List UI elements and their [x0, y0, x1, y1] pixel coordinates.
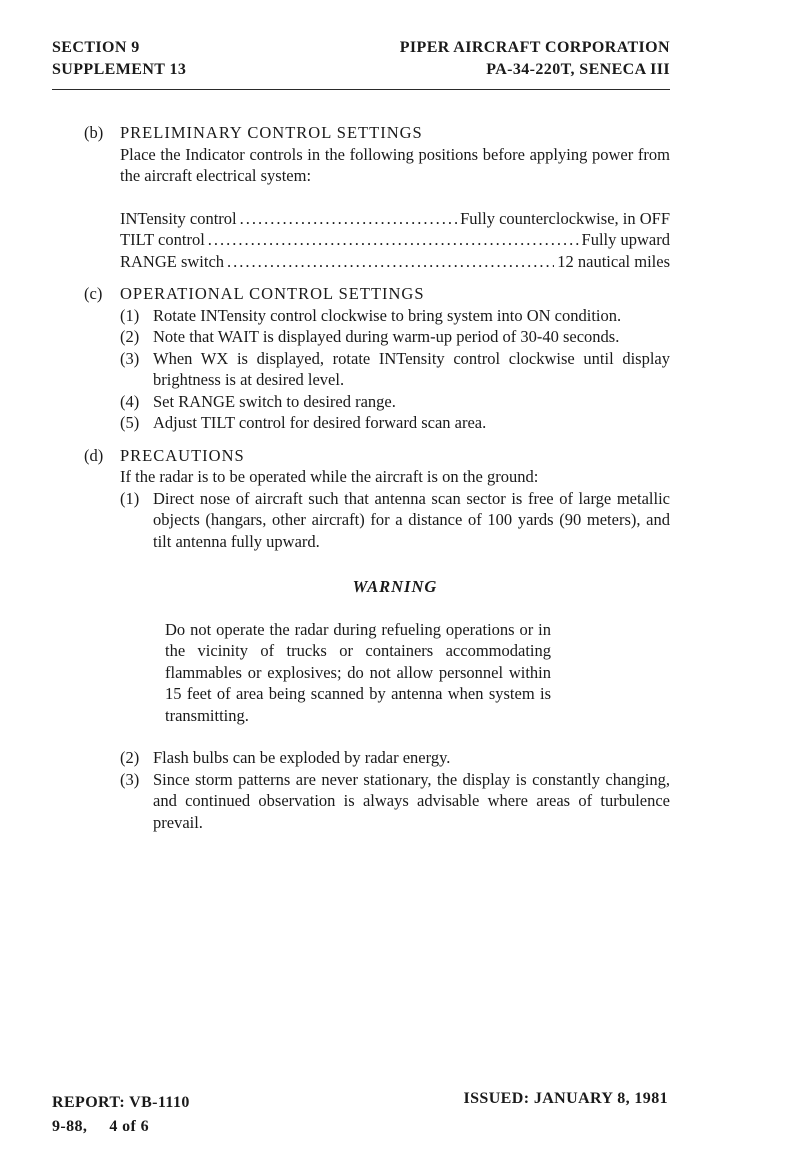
setting-row — [120, 229, 670, 251]
item-text: Direct nose of aircraft such that antenna scan sector is free of large metallic objects (hangars, other aircraft) for a distance of 100 yards (90 meters), and tilt antenna fully upward. — [153, 488, 670, 551]
list-item — [120, 412, 670, 434]
revision-line — [52, 1115, 190, 1139]
dot-leader — [240, 208, 457, 230]
item-text: Adjust TILT control for desired forward scan area. — [153, 413, 487, 432]
item-number: (4) — [120, 391, 140, 411]
item-text: Since storm patterns are never stationary, the display is constantly changing, and continued observation is always advisable where areas of turbulence prevail. — [153, 769, 670, 832]
dot-leader — [227, 251, 554, 273]
section-d-letter: (d) — [84, 445, 104, 465]
section-c — [84, 283, 670, 434]
dot-leader — [208, 229, 579, 251]
item-text: Flash bulbs can be exploded by radar energy. — [153, 748, 451, 767]
section-b-intro: Place the Indicator controls in the following positions before applying power from the aircraft electrical system: — [120, 144, 670, 185]
aircraft-model: PA-34-220T, SENECA III — [486, 61, 670, 78]
setting-value: 12 nautical miles — [557, 251, 670, 271]
header-left — [52, 37, 186, 81]
section-d-intro: If the radar is to be operated while the aircraft is on the ground: — [120, 467, 539, 486]
section-c-letter: (c) — [84, 284, 103, 303]
section-c-title: OPERATIONAL CONTROL SETTINGS — [120, 284, 425, 303]
setting-value: Fully upward — [581, 230, 670, 249]
list-item — [120, 391, 670, 413]
item-text: When WX is displayed, rotate INTensity control clockwise until display brightness is at desired level. — [153, 348, 670, 389]
setting-name: RANGE switch — [120, 251, 225, 271]
settings-list — [120, 208, 670, 273]
warning-title: WARNING — [352, 577, 438, 596]
revision-date: 9-88, — [52, 1118, 88, 1135]
list-item — [120, 769, 670, 834]
header-right — [400, 37, 670, 81]
list-item — [120, 348, 670, 391]
supplement-label: SUPPLEMENT 13 — [52, 61, 187, 78]
setting-row — [120, 251, 670, 273]
setting-name: INTensity control — [120, 208, 237, 228]
item-text: Set RANGE switch to desired range. — [153, 391, 396, 411]
setting-row — [120, 208, 670, 230]
section-b — [84, 122, 670, 272]
report-number: REPORT: VB-1110 — [52, 1094, 190, 1111]
setting-name: TILT control — [120, 230, 205, 249]
section-b-title: PRELIMINARY CONTROL SETTINGS — [120, 123, 423, 142]
item-number: (1) — [120, 305, 140, 325]
warning-text: Do not operate the radar during refueling operations or in the vicinity of trucks or containers accommodating flammables or explosives; do not allow personnel within 15 feet of area being scanned by antenna when system is transmitting. — [165, 619, 551, 725]
setting-value: Fully counterclockwise, in OFF — [460, 208, 670, 228]
section-d-title: PRECAUTIONS — [120, 445, 245, 465]
footer-left — [52, 1091, 190, 1139]
item-number: (2) — [120, 748, 140, 767]
item-text: Note that WAIT is displayed during warm-up period of 30-40 seconds. — [153, 327, 620, 346]
section-d — [84, 445, 670, 553]
page-number: 4 of 6 — [109, 1118, 150, 1135]
section-label: SECTION 9 — [52, 39, 140, 56]
list-item — [120, 305, 670, 327]
section-d-continued — [84, 747, 670, 833]
company-name: PIPER AIRCRAFT CORPORATION — [399, 39, 670, 56]
document-body — [84, 122, 670, 833]
section-b-letter: (b) — [84, 123, 104, 142]
header-rule — [52, 89, 670, 90]
item-number: (3) — [120, 769, 140, 789]
item-number: (2) — [120, 327, 140, 346]
list-item — [120, 747, 670, 769]
item-text: Rotate INTensity control clockwise to bring system into ON condition. — [153, 305, 622, 325]
item-number: (3) — [120, 348, 140, 368]
issued-date: ISSUED: JANUARY 8, 1981 — [463, 1090, 668, 1107]
item-number: (5) — [120, 413, 140, 432]
list-item — [120, 326, 670, 348]
item-number: (1) — [120, 488, 140, 508]
list-item — [120, 488, 670, 553]
